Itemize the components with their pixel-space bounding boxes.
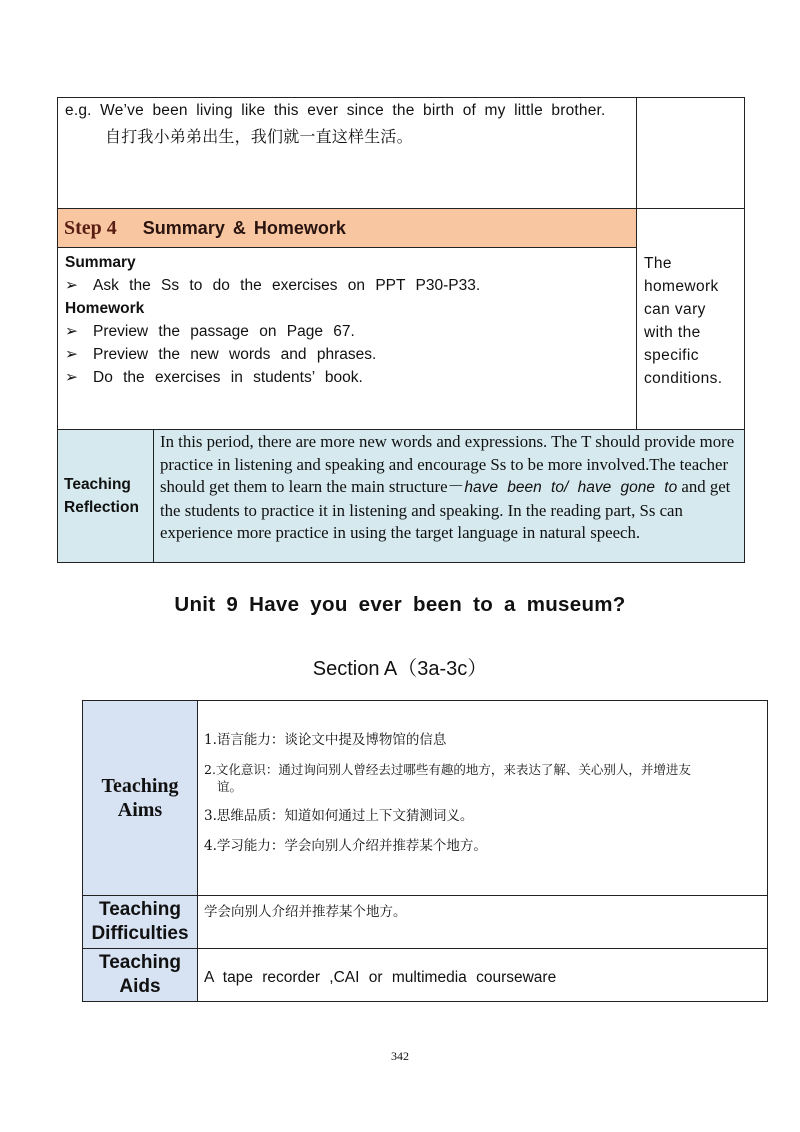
teaching-plan-table <box>82 700 768 1002</box>
aim-item: 2.文化意识：通过询问别人曾经去过哪些有趣的地方，来表达了解、关心别人，并增进友 谊。 <box>204 762 691 794</box>
arrow-bullet-icon: ➢ <box>65 323 78 340</box>
step-label: Step 4 <box>64 216 117 239</box>
reflection-label: Teaching Reflection <box>58 430 154 563</box>
arrow-bullet-icon: ➢ <box>65 346 78 363</box>
step-header <box>58 209 637 248</box>
list-item: ➢ Ask the Ss to do the exercises on PPT P30-P33. <box>65 274 630 297</box>
teaching-aids: A tape recorder ,CAI or multimedia courseware <box>198 949 768 1002</box>
unit-title: Unit 9 Have you ever been to a museum? <box>174 593 626 616</box>
homework-heading: Homework <box>65 300 145 317</box>
arrow-bullet-icon: ➢ <box>65 369 78 386</box>
list-item: ➢ Preview the passage on Page 67. <box>65 320 630 343</box>
list-item: ➢ Preview the new words and phrases. <box>65 343 630 366</box>
example-chinese: 自打我小弟弟出生，我们就一直这样生活。 <box>105 127 413 146</box>
example-cell <box>58 98 637 209</box>
empty-side-cell <box>637 98 745 209</box>
aim-item: 3.思维品质：知道如何通过上下文猜测词义。 <box>204 808 474 824</box>
teaching-aids-label: Teaching Aids <box>83 949 198 1002</box>
section-title: Section A（3a-3c） <box>312 658 488 680</box>
reflection-structure: have been to/ have gone to <box>464 479 678 496</box>
step-title: Summary & Homework <box>142 217 346 238</box>
summary-heading: Summary <box>65 254 136 271</box>
teaching-aims-label: Teaching Aims <box>83 701 198 896</box>
lesson-step-table <box>57 97 745 563</box>
aim-item: 1.语言能力：谈论文中提及博物馆的信息 <box>204 732 447 748</box>
teaching-difficulties-label: Teaching Difficulties <box>83 896 198 949</box>
side-note: The homework can vary with the specific conditions. <box>637 209 745 430</box>
teaching-difficulties: 学会向别人介绍并推荐某个地方。 <box>198 896 768 949</box>
aim-item: 4.学习能力：学会向别人介绍并推荐某个地方。 <box>204 838 487 854</box>
reflection-text: In this period, there are more new words and expressions. The T should provide more practice in listening and speaking and encourage Ss to be more involved.The teacher should get them to learn the main structure－have been to/ have gone to and get the students to practice it in listening and speaking. In the reading part, Ss can experience more practice in using the target language in natural speech. <box>154 430 745 563</box>
teaching-aims <box>198 701 768 896</box>
list-item: ➢ Do the exercises in students’ book. <box>65 366 630 389</box>
example-english: e.g. We’ve been living like this ever since the birth of my little brother. <box>65 102 606 119</box>
step-body <box>58 248 637 430</box>
arrow-bullet-icon: ➢ <box>65 277 78 294</box>
page-number: 342 <box>391 1049 409 1063</box>
